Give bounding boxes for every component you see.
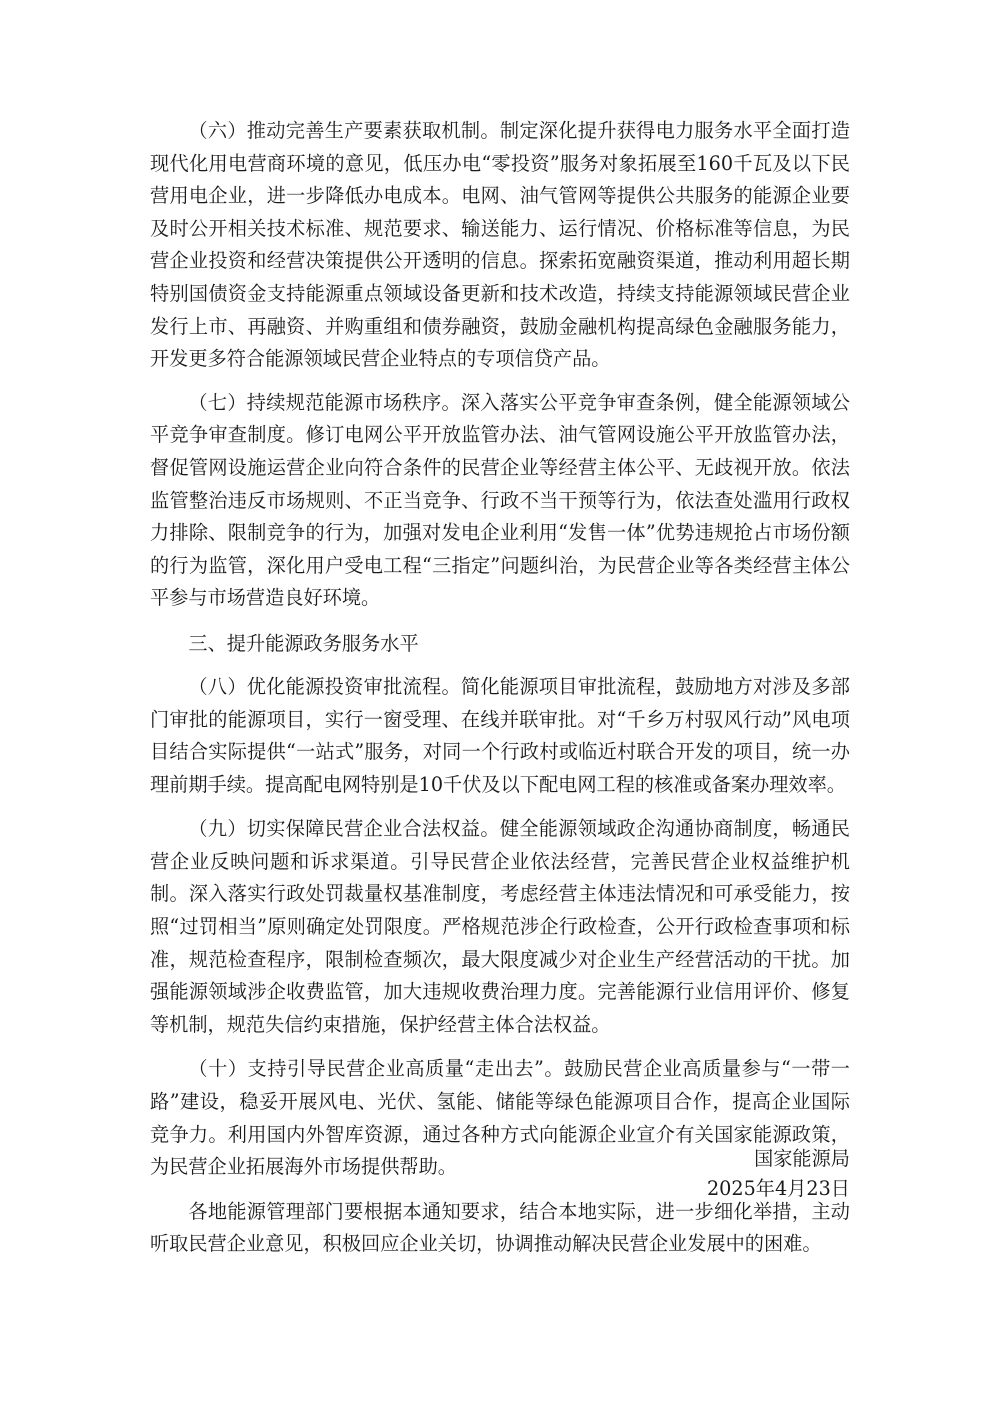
signature-block [707,1144,850,1204]
paragraph-item-6: （六）推动完善生产要素获取机制。制定深化提升获得电力服务水平全面打造现代化用电营商环境的意见，低压办电“零投资”服务对象拓展至160千瓦及以下民营用电企业，进一步降低办电成本。电网、油气管网等提供公共服务的能源企业要及时公开相关技术标准、规范要求、输送能力、运行情况、价格标准等信息，为民营企业投资和经营决策提供公开透明的信息。探索拓宽融资渠道，推动利用超长期特别国债资金支持能源重点领域设备更新和技术改造，持续支持能源领域民营企业发行上市、再融资、并购重组和债券融资，鼓励金融机构提高绿色金融服务能力，开发更多符合能源领域民营企业特点的专项信贷产品。 [150,119,850,371]
paragraph-item-7: （七）持续规范能源市场秩序。深入落实公平竞争审查条例，健全能源领域公平竞争审查制度。修订电网公平开放监管办法、油气管网设施公平开放监管办法，督促管网设施运营企业向符合条件的民营企业等经营主体公平、无歧视开放。依法监管整治违反市场规则、不正当竞争、行政不当干预等行为，依法查处滥用行政权力排除、限制竞争的行为，加强对发电企业利用“发售一体”优势违规抢占市场份额的行为监管，深化用户受电工程“三指定”问题纠治，为民营企业等各类经营主体公平参与市场营造良好环境。 [150,390,850,610]
issuer-name: 国家能源局 [754,1147,850,1170]
section-heading-3: 三、提升能源政务服务水平 [188,631,419,655]
issue-date: 2025年4月23日 [706,1177,850,1200]
paragraph-item-9: （九）切实保障民营企业合法权益。健全能源领域政企沟通协商制度，畅通民营企业反映问题和诉求渠道。引导民营企业依法经营，完善民营企业权益维护机制。深入落实行政处罚裁量权基准制度，考虑经营主体违法情况和可承受能力，按照“过罚相当”原则确定处罚限度。严格规范涉企行政检查，公开行政检查事项和标准，规范检查程序，限制检查频次，最大限度减少对企业生产经营活动的干扰。加强能源领域涉企收费监管，加大违规收费治理力度。完善能源行业信用评价、修复等机制，规范失信约束措施，保护经营主体合法权益。 [150,817,850,1036]
paragraph-item-8: （八）优化能源投资审批流程。简化能源项目审批流程，鼓励地方对涉及多部门审批的能源项目，实行一窗受理、在线并联审批。对“千乡万村驭风行动”风电项目结合实际提供“一站式”服务，对同一个行政村或临近村联合开发的项目，统一办理前期手续。提高配电网特别是10千伏及以下配电网工程的核准或备案办理效率。 [150,674,850,796]
paragraph-item-10: （十）支持引导民营企业高质量“走出去”。鼓励民营企业高质量参与“一带一路”建设，稳妥开展风电、光伏、氢能、储能等绿色能源项目合作，提高企业国际竞争力。利用国内外智库资源，通过各种方式向能源企业宣介有关国家能源政策，为民营企业拓展海外市场提供帮助。 [150,1057,850,1179]
document-body [150,115,850,1273]
closing-paragraph: 各地能源管理部门要根据本通知要求，结合本地实际，进一步细化举措，主动听取民营企业意见，积极回应企业关切，协调推动解决民营企业发展中的困难。 [150,1199,850,1256]
